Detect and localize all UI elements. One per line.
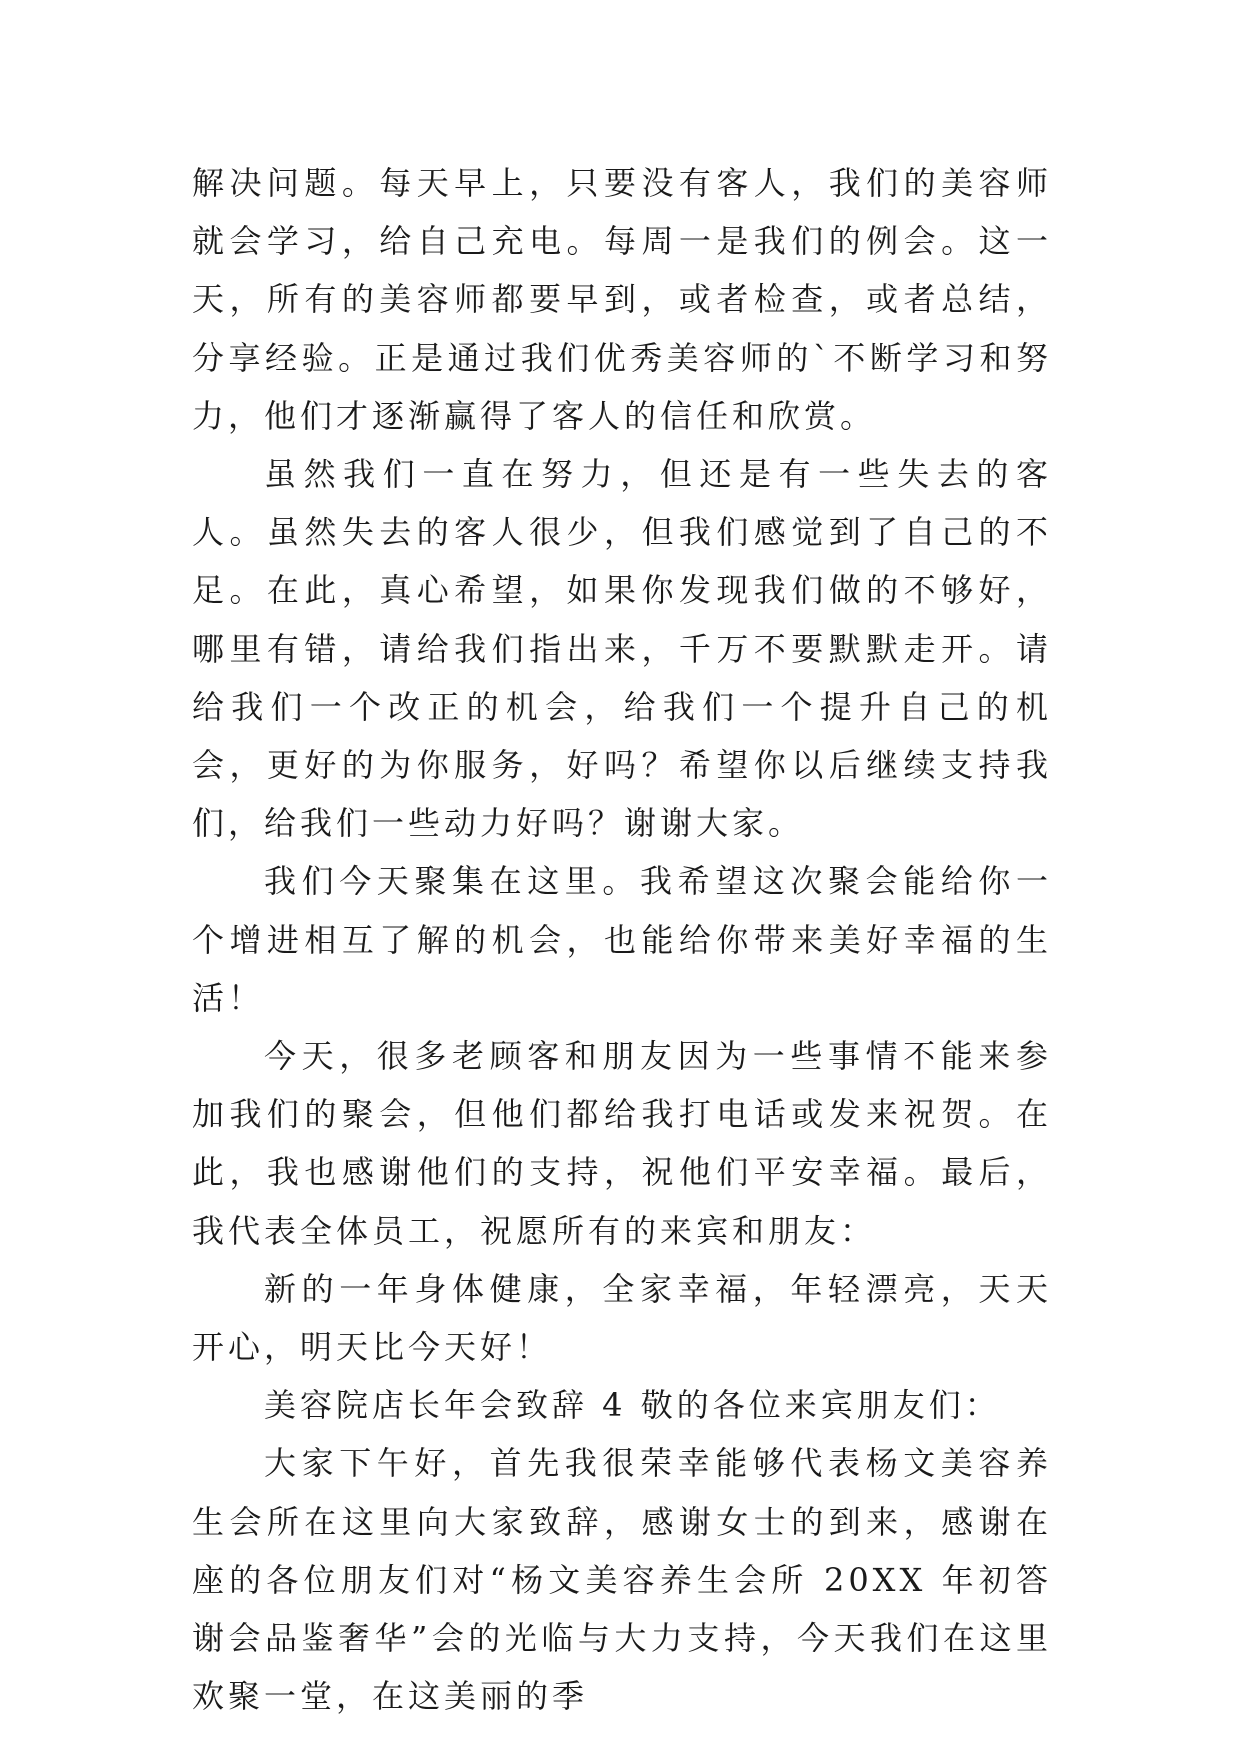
paragraph-7: 大家下午好，首先我很荣幸能够代表杨文美容养生会所在这里向大家致辞，感谢女士的到来，感谢在座的各位朋友们对“杨文美容养生会所 20XX 年初答谢会品鉴奢华”会的光临与大力支持，今天我们在这里欢聚一堂，在这美丽的季 bbox=[192, 1444, 1052, 1716]
paragraph-1: 解决问题。每天早上，只要没有客人，我们的美容师就会学习，给自己充电。每周一是我们的例会。这一天，所有的美容师都要早到，或者检查，或者总结，分享经验。正是通过我们优秀美容师的`不断学习和努力，他们才逐渐赢得了客人的信任和欣赏。 bbox=[192, 164, 1052, 435]
paragraph-4: 今天，很多老顾客和朋友因为一些事情不能来参加我们的聚会，但他们都给我打电话或发来祝贺。在此，我也感谢他们的支持，祝他们平安幸福。最后，我代表全体员工，祝愿所有的来宾和朋友： bbox=[192, 1037, 1052, 1250]
paragraph-2: 虽然我们一直在努力，但还是有一些失去的客人。虽然失去的客人很少，但我们感觉到了自己的不足。在此，真心希望，如果你发现我们做的不够好，哪里有错，请给我们指出来，千万不要默默走开。请给我们一个改正的机会，给我们一个提升自己的机会，更好的为你服务，好吗？希望你以后继续支持我们，给我们一些动力好吗？谢谢大家。 bbox=[192, 455, 1052, 843]
paragraph-6: 美容院店长年会致辞 4 敬的各位来宾朋友们： bbox=[264, 1386, 1001, 1425]
paragraph-5: 新的一年身体健康，全家幸福，年轻漂亮，天天开心，明天比今天好！ bbox=[192, 1269, 1052, 1367]
paragraph-3: 我们今天聚集在这里。我希望这次聚会能给你一个增进相互了解的机会，也能给你带来美好幸福的生活！ bbox=[192, 862, 1052, 1017]
body-text bbox=[192, 154, 1052, 1725]
